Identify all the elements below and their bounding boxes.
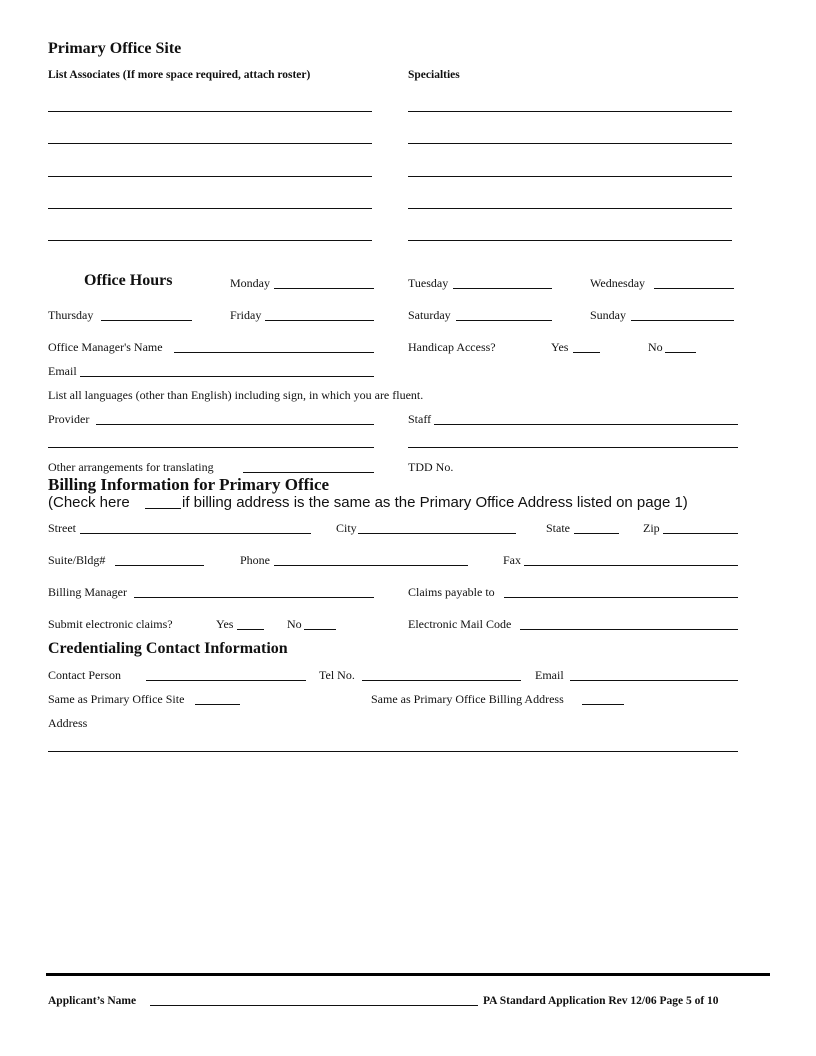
sunday-label: Sunday [590,308,626,322]
associate-field-5[interactable] [48,240,372,241]
other-arrangements-label: Other arrangements for translating [48,460,214,474]
credentialing-email-field[interactable] [570,680,738,681]
applicant-name-field[interactable] [150,1005,478,1006]
billing-check-prefix: (Check here [48,494,130,511]
provider-field-2[interactable] [48,447,374,448]
specialty-field-1[interactable] [408,111,732,112]
office-manager-label: Office Manager's Name [48,340,163,354]
credentialing-email-label: Email [535,668,564,682]
provider-field[interactable] [96,424,374,425]
monday-label: Monday [230,276,270,290]
thursday-label: Thursday [48,308,94,322]
suite-label: Suite/Bldg# [48,553,106,567]
office-hours-title: Office Hours [84,272,173,289]
contact-person-label: Contact Person [48,668,121,682]
tel-no-field[interactable] [362,680,521,681]
saturday-field[interactable] [456,320,552,321]
associates-label: List Associates (If more space required, attach roster) [48,69,311,81]
sunday-field[interactable] [631,320,734,321]
handicap-no-field[interactable] [665,352,696,353]
suite-field[interactable] [115,565,204,566]
city-label: City [336,521,357,535]
specialty-field-4[interactable] [408,208,732,209]
same-as-office-field[interactable] [195,704,240,705]
handicap-yes-label: Yes [551,340,569,354]
applicant-name-label: Applicant’s Name [48,995,137,1007]
submit-electronic-label: Submit electronic claims? [48,617,173,631]
specialty-field-5[interactable] [408,240,732,241]
associate-field-2[interactable] [48,143,372,144]
specialty-field-3[interactable] [408,176,732,177]
submit-yes-label: Yes [216,617,234,631]
claims-payable-label: Claims payable to [408,585,495,599]
state-label: State [546,521,570,535]
friday-field[interactable] [265,320,374,321]
office-manager-field[interactable] [174,352,374,353]
tuesday-label: Tuesday [408,276,449,290]
fax-label: Fax [503,553,521,567]
associate-field-3[interactable] [48,176,372,177]
address-label: Address [48,716,88,730]
footer-rule [46,973,770,976]
tuesday-field[interactable] [453,288,552,289]
phone-label: Phone [240,553,270,567]
saturday-label: Saturday [408,308,451,322]
fax-field[interactable] [524,565,738,566]
handicap-label: Handicap Access? [408,340,496,354]
billing-title: Billing Information for Primary Office [48,475,330,494]
billing-manager-label: Billing Manager [48,585,127,599]
tel-no-label: Tel No. [319,668,355,682]
phone-field[interactable] [274,565,468,566]
footer-revision: PA Standard Application Rev 12/06 Page 5 of 10 [483,995,719,1007]
same-as-office-label: Same as Primary Office Site [48,692,185,706]
zip-label: Zip [643,521,660,535]
wednesday-field[interactable] [654,288,734,289]
staff-field[interactable] [434,424,738,425]
submit-yes-field[interactable] [237,629,264,630]
zip-field[interactable] [663,533,738,534]
credentialing-title: Credentialing Contact Information [48,640,288,657]
billing-check-suffix: if billing address is the same as the Primary Office Address listed on page 1) [182,494,688,511]
section-title-primary-office: Primary Office Site [48,40,182,57]
handicap-no-label: No [648,340,663,354]
street-label: Street [48,521,76,535]
handicap-yes-field[interactable] [573,352,600,353]
electronic-mail-code-label: Electronic Mail Code [408,617,512,631]
submit-no-field[interactable] [304,629,336,630]
billing-same-checkbox[interactable] [145,508,181,509]
associate-field-1[interactable] [48,111,372,112]
same-as-billing-label: Same as Primary Office Billing Address [371,692,564,706]
specialty-field-2[interactable] [408,143,732,144]
city-field[interactable] [358,533,516,534]
staff-label: Staff [408,412,432,426]
languages-label: List all languages (other than English) including sign, in which you are fluent. [48,388,424,402]
associate-field-4[interactable] [48,208,372,209]
specialties-label: Specialties [408,69,460,81]
electronic-mail-code-field[interactable] [520,629,738,630]
wednesday-label: Wednesday [590,276,646,290]
email-field[interactable] [80,376,374,377]
billing-manager-field[interactable] [134,597,374,598]
claims-payable-field[interactable] [504,597,738,598]
state-field[interactable] [574,533,619,534]
submit-no-label: No [287,617,302,631]
other-arrangements-field[interactable] [243,472,374,473]
thursday-field[interactable] [101,320,192,321]
monday-field[interactable] [274,288,374,289]
address-field[interactable] [48,751,738,752]
tdd-label: TDD No. [408,460,454,474]
staff-field-2[interactable] [408,447,738,448]
friday-label: Friday [230,308,262,322]
same-as-billing-field[interactable] [582,704,624,705]
street-field[interactable] [80,533,311,534]
provider-label: Provider [48,412,90,426]
contact-person-field[interactable] [146,680,306,681]
email-label: Email [48,364,77,378]
